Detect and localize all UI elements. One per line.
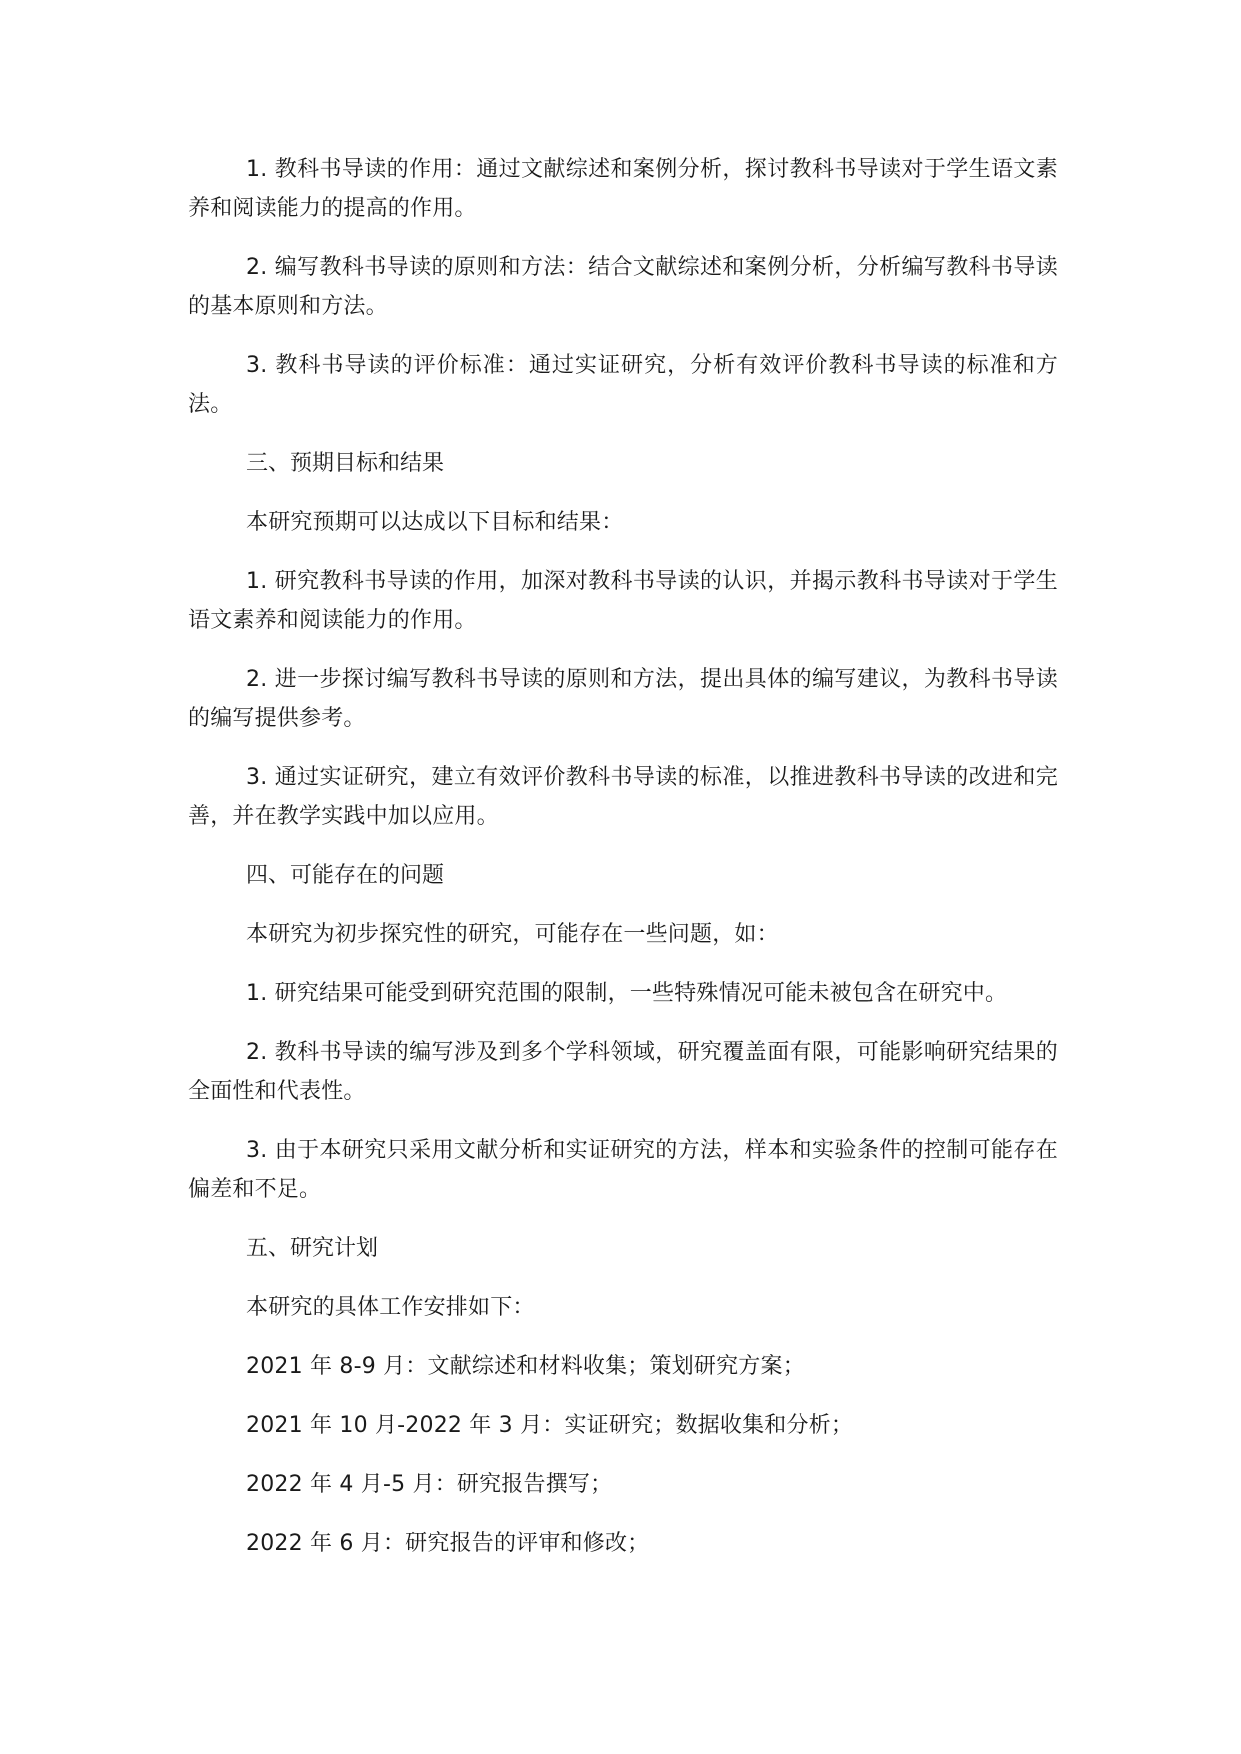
- paragraph-evaluation-criteria: 3. 教科书导读的评价标准：通过实证研究，分析有效评价教科书导读的标准和方法。: [188, 353, 1058, 417]
- paragraph-writing-principles: 2. 编写教科书导读的原则和方法：结合文献综述和案例分析，分析编写教科书导读的基本原则和方法。: [188, 255, 1058, 319]
- paragraph-problem-1: 1. 研究结果可能受到研究范围的限制，一些特殊情况可能未被包含在研究中。: [246, 981, 1008, 1006]
- plan-item-4: 2022 年 6 月：研究报告的评审和修改；: [246, 1531, 650, 1556]
- plan-item-3: 2022 年 4 月-5 月：研究报告撰写；: [246, 1472, 613, 1497]
- paragraph-goals-intro: 本研究预期可以达成以下目标和结果：: [246, 510, 624, 535]
- paragraph-goal-3: 3. 通过实证研究，建立有效评价教科书导读的标准，以推进教科书导读的改进和完善，并在教学实践中加以应用。: [188, 765, 1058, 829]
- document-page: [188, 150, 1058, 1583]
- paragraph-problem-3: 3. 由于本研究只采用文献分析和实证研究的方法，样本和实验条件的控制可能存在偏差和不足。: [188, 1138, 1058, 1202]
- plan-item-1: 2021 年 8-9 月：文献综述和材料收集；策划研究方案；: [246, 1354, 805, 1379]
- paragraph-role-of-guide: 1. 教科书导读的作用：通过文献综述和案例分析，探讨教科书导读对于学生语文素养和阅读能力的提高的作用。: [188, 157, 1058, 221]
- paragraph-plan-intro: 本研究的具体工作安排如下：: [246, 1295, 535, 1320]
- paragraph-goal-2: 2. 进一步探讨编写教科书导读的原则和方法，提出具体的编写建议，为教科书导读的编写提供参考。: [188, 667, 1058, 731]
- section-heading-possible-problems: 四、可能存在的问题: [246, 863, 445, 888]
- paragraph-goal-1: 1. 研究教科书导读的作用，加深对教科书导读的认识，并揭示教科书导读对于学生语文素养和阅读能力的作用。: [188, 569, 1058, 633]
- paragraph-problem-2: 2. 教科书导读的编写涉及到多个学科领域，研究覆盖面有限，可能影响研究结果的全面性和代表性。: [188, 1040, 1058, 1104]
- section-heading-expected-goals: 三、预期目标和结果: [246, 451, 445, 476]
- paragraph-problems-intro: 本研究为初步探究性的研究，可能存在一些问题，如：: [246, 922, 779, 947]
- section-heading-research-plan: 五、研究计划: [246, 1236, 379, 1261]
- plan-item-2: 2021 年 10 月-2022 年 3 月：实证研究；数据收集和分析；: [246, 1413, 854, 1438]
